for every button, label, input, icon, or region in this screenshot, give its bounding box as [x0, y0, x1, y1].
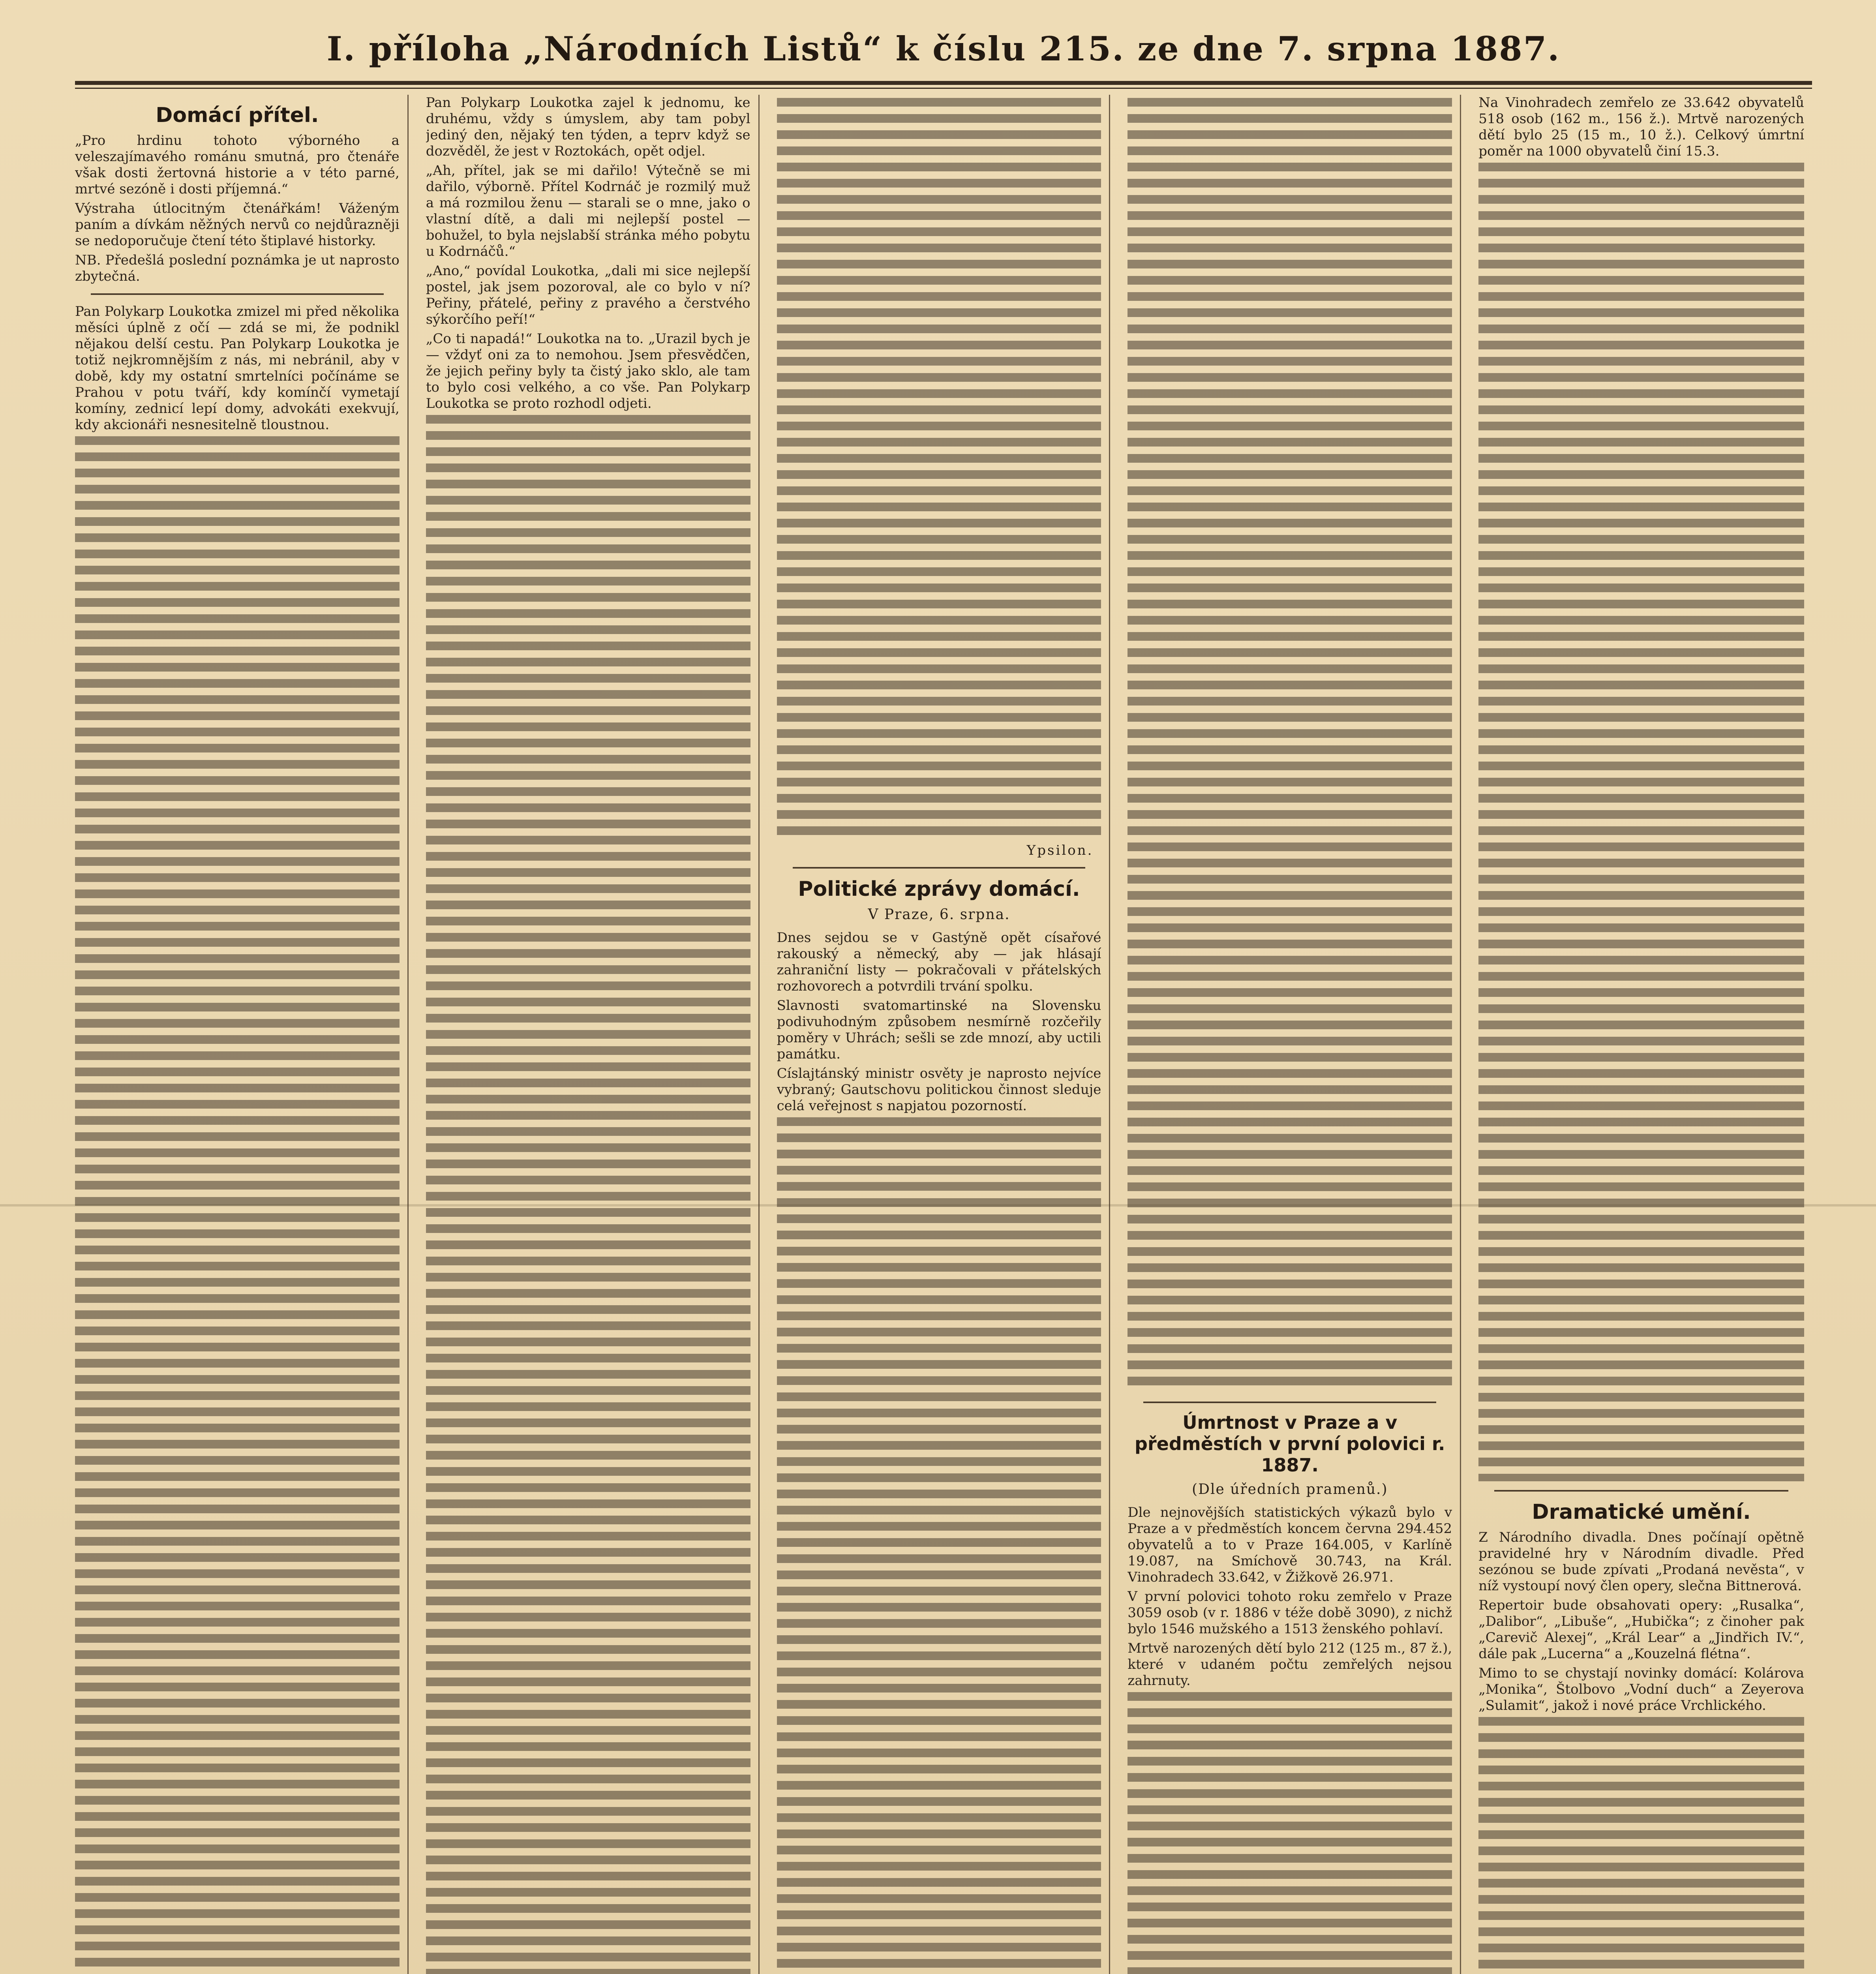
column-2: [426, 95, 760, 1974]
article-paragraph: Mimo to se chystají novinky domácí: Kolárova „Monika“, Štolbovo „Vodní duch“ a Zeyerova „Sulamit“, jakož i nové práce Vrchlického.: [1478, 1665, 1804, 1713]
article-paragraph: „Co ti napadá!“ Loukotka na to. „Urazil bych je — vždyť oni za to nemohou. Jsem přesvědčen, že jejich peřiny byly ta čistý jako sklo, ale tam to bylo cosi velkého, a co vše. Pan Polykarp Loukotka se proto rozhodl odjeti.: [426, 331, 750, 411]
masthead: [75, 19, 1812, 78]
page-title: I. příloha „Národních Listů“ k číslu 215. ze dne 7. srpna 1887.: [326, 29, 1561, 68]
column-text-block: [777, 98, 1101, 840]
columns: [75, 95, 1812, 1974]
section-divider: [793, 867, 1086, 869]
article-paragraph: Mrtvě narozených dětí bylo 212 (125 m., 87 ž.), které v udaném počtu zemřelých nejsou zahrnuty.: [1127, 1640, 1452, 1689]
section-divider: [1494, 1490, 1788, 1492]
paper-fold: [0, 1204, 1876, 1207]
article-paragraph: Repertoir bude obsahovati opery: „Rusalka“, „Dalibor“, „Libuše“, „Hubička“; z činoher pak „Carevič Alexej“, „Král Lear“ a „Jindřich IV.“, dále pak „Lucerna“ a „Kouzelná flétna“.: [1478, 1597, 1804, 1662]
article-paragraph: NB. Předešlá poslední poznámka je ut naprosto zbytečná.: [75, 252, 400, 284]
column-text-block: [1127, 98, 1452, 1393]
article-paragraph: „Ano,“ povídal Loukotka, „dali mi sice nejlepší postel, jak jsem pozoroval, ale co bylo v ní? Peřiny, přátelé, peřiny z pravého a čerstvého sýkorčího peří!“: [426, 263, 750, 327]
article-heading: Dramatické umění.: [1532, 1500, 1751, 1524]
article-paragraph: Dle nejnovějších statistických výkazů bylo v Praze a v předměstích koncem června 294.452 obyvatelů a to v Praze 164.005, v Karlíně 19.087, na Smíchově 30.743, na Král. Vinohradech 33.642, v Žižkově 26.971.: [1127, 1505, 1452, 1585]
column-text-block: [1127, 1692, 1452, 1974]
article-dateline: V Praze, 6. srpna.: [868, 906, 1010, 923]
article-paragraph: „Ah, přítel, jak se mi dařilo! Výtečně se mi dařilo, výborně. Přítel Kodrnáč je rozmilý muž a má rozmilou ženu — starali se o mne, jako o vlastní dítě, a dali mi nejlepší postel — bohužel, to byla nejslabší stránka mého pobytu u Kodrnáčů.“: [426, 163, 750, 259]
column-1: [75, 95, 409, 1974]
article-source-note: (Dle úředních pramenů.): [1192, 1481, 1388, 1497]
article-paragraph: Výstraha útlocitným čtenářkám! Váženým paním a dívkám něžných nervů co nejdůrazněji se nedoporučuje čtení této štiplavé historky.: [75, 201, 400, 249]
column-text-block: [1478, 163, 1804, 1481]
header-rule-thin: [75, 88, 1812, 89]
article-paragraph: „Pro hrdinu tohoto výborného a veleszajímavého románu smutná, pro čtenáře však dosti žertovná historie a v této parné, mrtvé sezóně i dosti příjemná.“: [75, 133, 400, 197]
column-5: [1478, 95, 1812, 1974]
column-text-block: [1478, 1717, 1804, 1974]
article-paragraph: Pan Polykarp Loukotka zmizel mi před několika měsíci úplně z očí — zdá se mi, že podnikl nějakou delší cestu. Pan Polykarp Loukotka je totiž nejkromnějším z nás, mi nebránil, aby v době, kdy my ostatní smrtelníci počínáme se Prahou v potu tváří, kdy komínčí vymetají komíny, zednicí lepí domy, advokáti exekvují, kdy akcionáři nesnesitelně tloustnou.: [75, 304, 400, 433]
article-heading: Domácí přítel.: [156, 103, 319, 127]
article-heading: Politické zprávy domácí.: [798, 877, 1080, 901]
column-4: [1127, 95, 1461, 1974]
article-heading: Úmrtnost v Praze a v předměstích v první polovici r. 1887.: [1135, 1412, 1445, 1476]
column-3: [777, 95, 1111, 1974]
article-paragraph: Na Vinohradech zemřelo ze 33.642 obyvatelů 518 osob (162 m., 156 ž.). Mrtvě narozených dětí bylo 25 (15 m., 10 ž.). Celkový úmrtní poměr na 1000 obyvatelů činí 15.3.: [1478, 95, 1804, 159]
article-paragraph: Císlajtánský ministr osvěty je naprosto nejvíce vybraný; Gautschovu politickou činnost sleduje celá veřejnost s napjatou pozorností.: [777, 1066, 1101, 1114]
article-paragraph: V první polovici tohoto roku zemřelo v Praze 3059 osob (v r. 1886 v téže době 3090), z nichž bylo 1546 mužského a 1513 ženského pohlaví.: [1127, 1589, 1452, 1637]
article-signature: Ypsilon.: [1026, 843, 1094, 858]
article-paragraph: Pan Polykarp Loukotka zajel k jednomu, ke druhému, vždy s úmyslem, aby tam pobyl jediný den, nějaký ten týden, a teprv když se dozvěděl, že jest v Roztokách, opět odjel.: [426, 95, 750, 159]
column-text-block: [777, 1117, 1101, 1974]
header-rule: [75, 81, 1812, 85]
column-text-block: [426, 415, 750, 1974]
section-divider: [91, 293, 384, 295]
article-paragraph: Dnes sejdou se v Gastýně opět císařové rakouský a německý, aby — jak hlásají zahraniční listy — pokračovali v přátelských rozhovorech a potvrdili trvání spolku.: [777, 930, 1101, 994]
section-divider: [1143, 1402, 1436, 1403]
article-paragraph: Z Národního divadla. Dnes počínají opětně pravidelné hry v Národním divadle. Před sezónou se bude zpívati „Prodaná nevěsta“, v níž vystoupí nový člen opery, slečna Bittnerová.: [1478, 1529, 1804, 1594]
article-paragraph: Slavnosti svatomartinské na Slovensku podivuhodným způsobem nesmírně rozčeřily poměry v Uhrách; sešli se zde mnozí, aby uctili památku.: [777, 998, 1101, 1062]
